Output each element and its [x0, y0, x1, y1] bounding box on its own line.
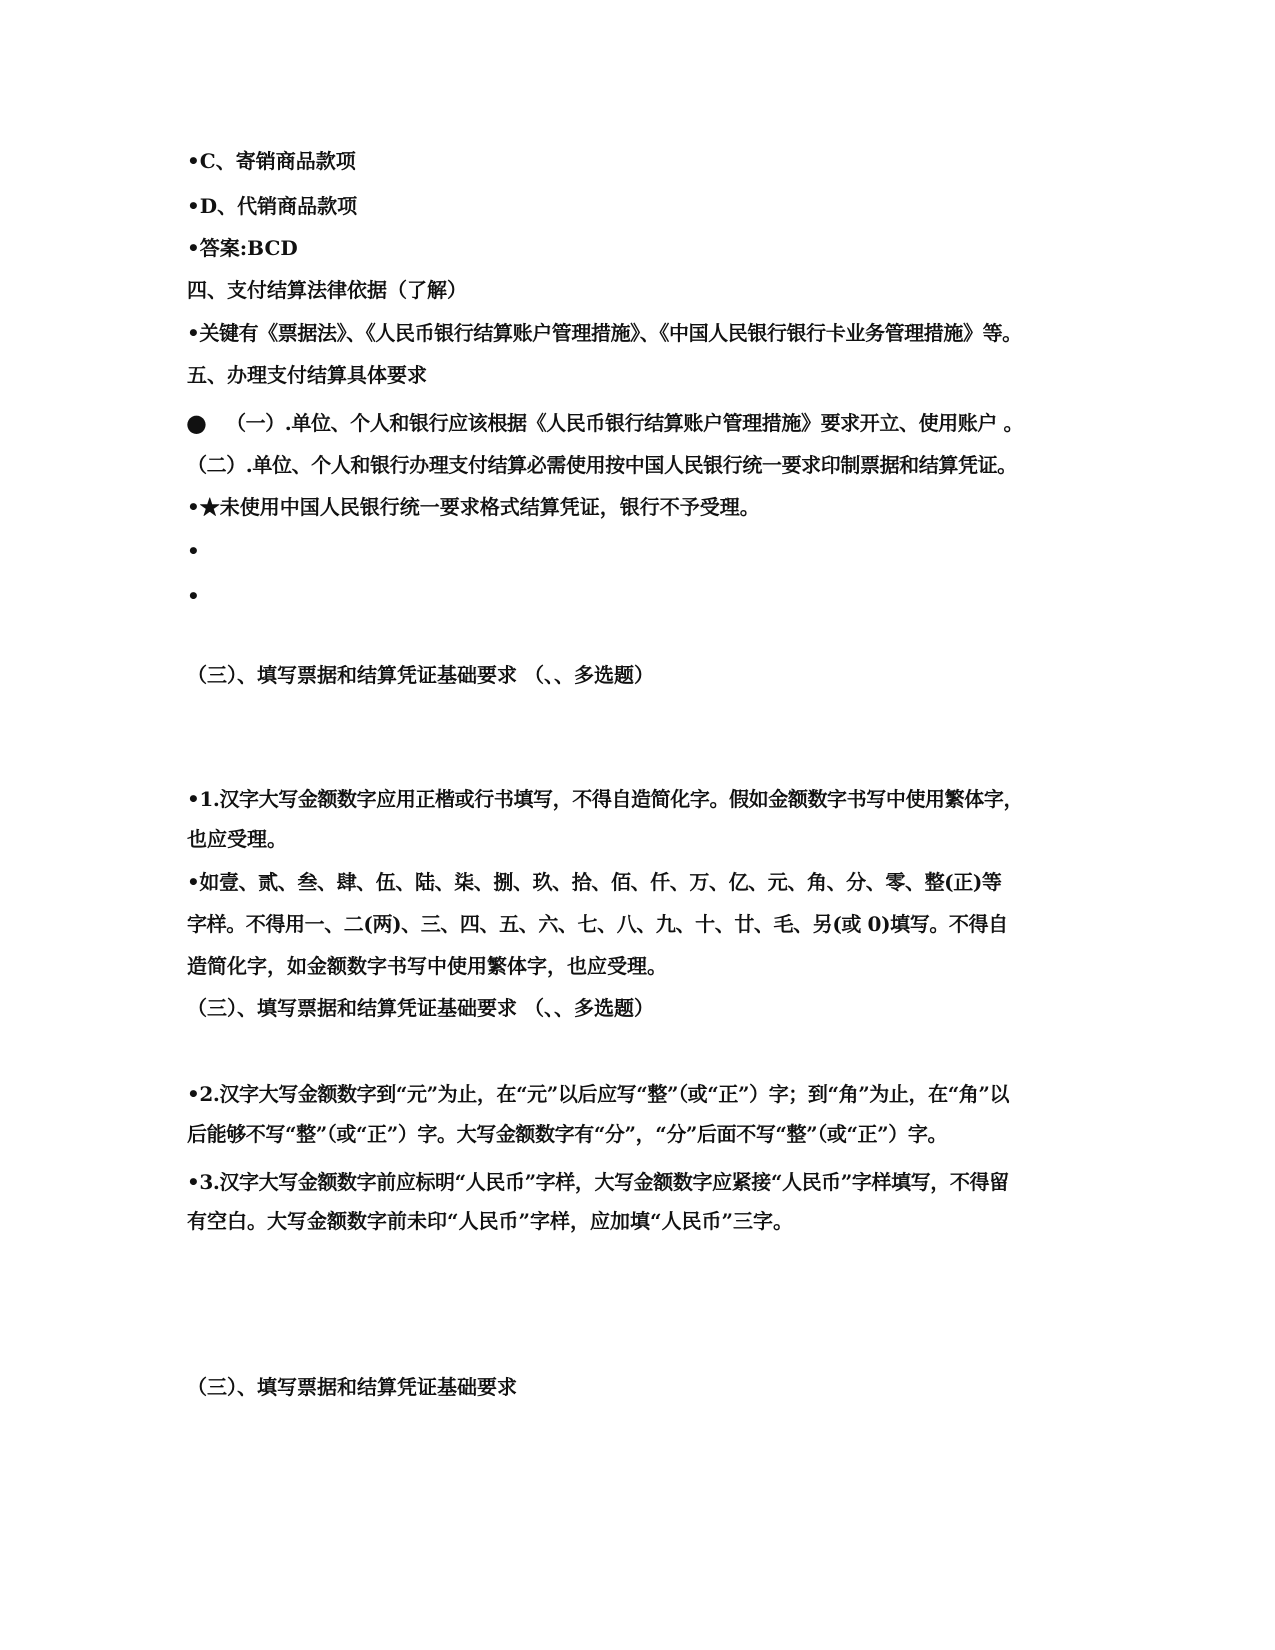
paragraph-line: 字样。不得用一、二(两)、三、四、五、六、七、八、九、十、廿、毛、另(或 0)填写。不得自 [187, 912, 1008, 936]
section-heading: （三）、填写票据和结算凭证基础要求 （、、多选题） [187, 996, 654, 1020]
paragraph-line: 有空白。大写金额数字前未印“人民币”字样，应加填“人民币”三字。 [187, 1209, 794, 1233]
empty-bullet: • [187, 539, 200, 563]
section-heading: （三）、填写票据和结算凭证基础要求 （、、多选题） [187, 663, 654, 687]
paragraph-line: •2.汉字大写金额数字到“元”为止，在“元”以后应写“整”（或“正”）字；到“角”为止，在“角”以 [187, 1082, 1010, 1106]
paragraph-line: （二）.单位、个人和银行办理支付结算必需使用按中国人民银行统一要求印制票据和结算凭证。 [187, 453, 1017, 477]
paragraph-line: •1.汉字大写金额数字应用正楷或行书填写，不得自造简化字。假如金额数字书写中使用繁体字， [187, 787, 1024, 811]
paragraph-line: 造简化字，如金额数字书写中使用繁体字，也应受理。 [187, 954, 667, 978]
paragraph-line: •关键有《票据法》、《人民币银行结算账户管理措施》、《中国人民银行银行卡业务管理措施》等。 [187, 321, 1022, 345]
answer-line: •答案:BCD [187, 236, 298, 260]
section-heading: 四、支付结算法律依据（了解） [187, 278, 467, 302]
note-line: •★未使用中国人民银行统一要求格式结算凭证，银行不予受理。 [187, 495, 760, 519]
paragraph-line: 也应受理。 [187, 827, 287, 851]
paragraph-line: •如壹、贰、叁、肆、伍、陆、柒、捌、玖、拾、佰、仟、万、亿、元、角、分、零、整(正)等 [187, 870, 1002, 894]
paragraph-line: •3.汉字大写金额数字前应标明“人民币”字样，大写金额数字应紧接“人民币”字样填写，不得留 [187, 1170, 1009, 1194]
paragraph-line: 后能够不写“整”（或“正”）字。大写金额数字有“分”，“分”后面不写“整”（或“正”）字。 [187, 1122, 948, 1146]
section-heading: （三）、填写票据和结算凭证基础要求 [187, 1375, 517, 1399]
list-bullet: ● [186, 409, 207, 437]
section-heading: 五、办理支付结算具体要求 [187, 363, 427, 387]
option-d-line: •D、代销商品款项 [187, 194, 358, 218]
option-c-line: •C、寄销商品款项 [187, 149, 356, 173]
list-item: （一）.单位、个人和银行应该根据《人民币银行结算账户管理措施》要求开立、使用账户 。 [226, 411, 1024, 435]
empty-bullet: • [187, 584, 200, 608]
